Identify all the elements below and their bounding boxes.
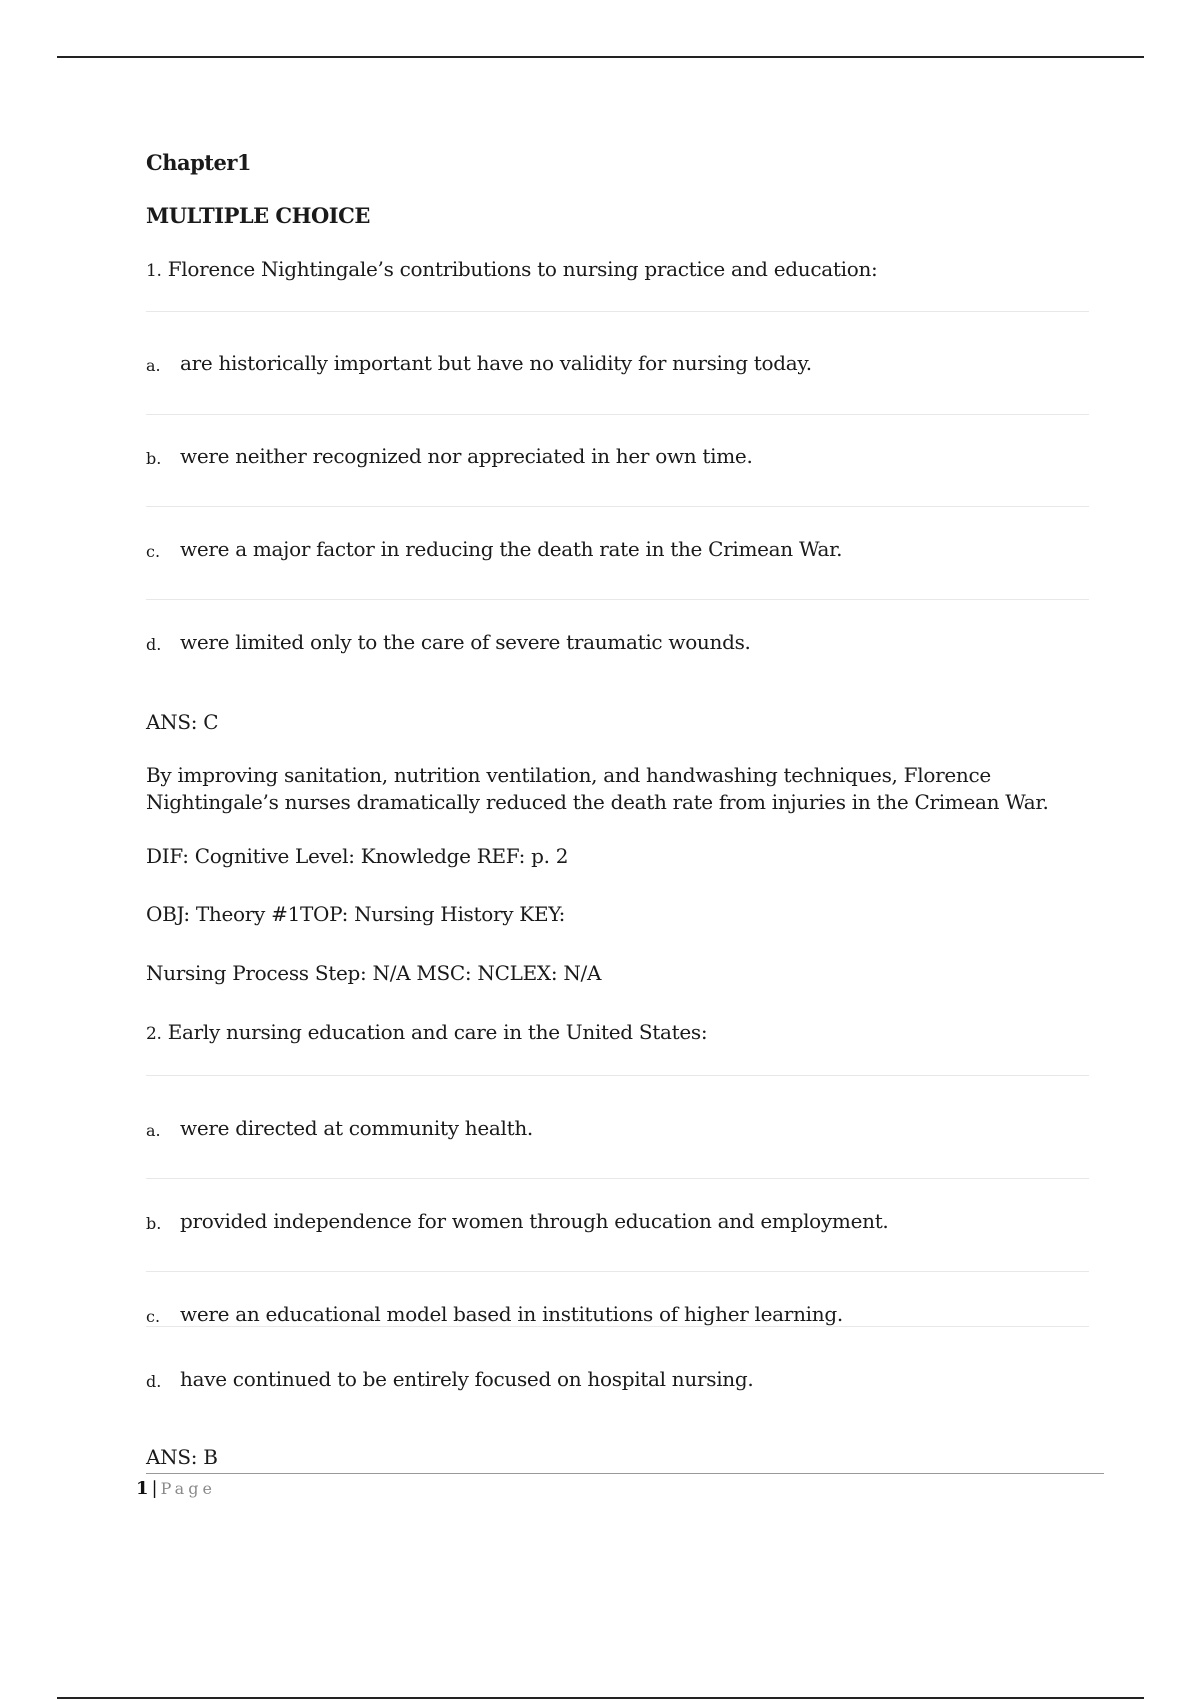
- separator: [146, 1271, 1089, 1272]
- question-2-number: 2.: [146, 1024, 162, 1044]
- q2-option-c-letter: c.: [146, 1307, 161, 1326]
- footer-separator: |: [151, 1478, 158, 1499]
- q1-option-d-letter: d.: [146, 635, 162, 654]
- q1-option-b-text: were neither recognized nor appreciated in her own time.: [180, 444, 753, 468]
- separator: [146, 506, 1089, 507]
- q1-option-a-text: are historically important but have no validity for nursing today.: [180, 351, 812, 375]
- question-2-stem: [146, 1020, 707, 1044]
- question-2-answer: ANS: B: [146, 1445, 218, 1469]
- separator: [146, 1075, 1089, 1076]
- q2-option-c-text: were an educational model based in institutions of higher learning.: [180, 1302, 843, 1326]
- chapter-title: Chapter1: [146, 150, 252, 175]
- footer-page-label: Page: [160, 1479, 216, 1498]
- separator: [146, 311, 1089, 312]
- section-title: MULTIPLE CHOICE: [146, 203, 370, 228]
- q2-option-d-text: have continued to be entirely focused on hospital nursing.: [180, 1367, 754, 1391]
- page-footer: [136, 1478, 216, 1499]
- q1-option-a-letter: a.: [146, 356, 161, 375]
- top-rule: [57, 56, 1144, 58]
- q2-option-a-letter: a.: [146, 1121, 161, 1140]
- q2-option-d-letter: d.: [146, 1372, 162, 1391]
- question-1-number: 1.: [146, 261, 162, 281]
- question-1-answer: ANS: C: [146, 710, 219, 734]
- question-2-text: Early nursing education and care in the United States:: [167, 1020, 708, 1044]
- question-1-meta-process: Nursing Process Step: N/A MSC: NCLEX: N/A: [146, 961, 602, 985]
- question-1-text: Florence Nightingale’s contributions to nursing practice and education:: [167, 257, 878, 281]
- q2-option-a-text: were directed at community health.: [180, 1116, 533, 1140]
- footer-rule: [146, 1473, 1104, 1474]
- bottom-rule: [57, 1697, 1144, 1699]
- q1-option-c-text: were a major factor in reducing the death rate in the Crimean War.: [180, 537, 843, 561]
- q2-option-b-letter: b.: [146, 1214, 162, 1233]
- question-1-meta-obj: OBJ: Theory #1TOP: Nursing History KEY:: [146, 902, 566, 926]
- q2-option-b-text: provided independence for women through education and employment.: [180, 1209, 889, 1233]
- question-1-rationale: By improving sanitation, nutrition ventilation, and handwashing techniques, Florence Nightingale’s nurses dramatically reduced the death rate from injuries in the Crimean War.: [146, 763, 1049, 814]
- separator: [146, 414, 1089, 415]
- question-1-meta-dif: DIF: Cognitive Level: Knowledge REF: p. 2: [146, 844, 569, 868]
- footer-page-number: 1: [136, 1478, 149, 1499]
- q1-option-d-text: were limited only to the care of severe traumatic wounds.: [180, 630, 751, 654]
- q1-option-b-letter: b.: [146, 449, 162, 468]
- separator: [146, 1178, 1089, 1179]
- separator: [146, 1326, 1089, 1327]
- separator: [146, 599, 1089, 600]
- q1-option-c-letter: c.: [146, 542, 161, 561]
- question-1-stem: [146, 257, 877, 281]
